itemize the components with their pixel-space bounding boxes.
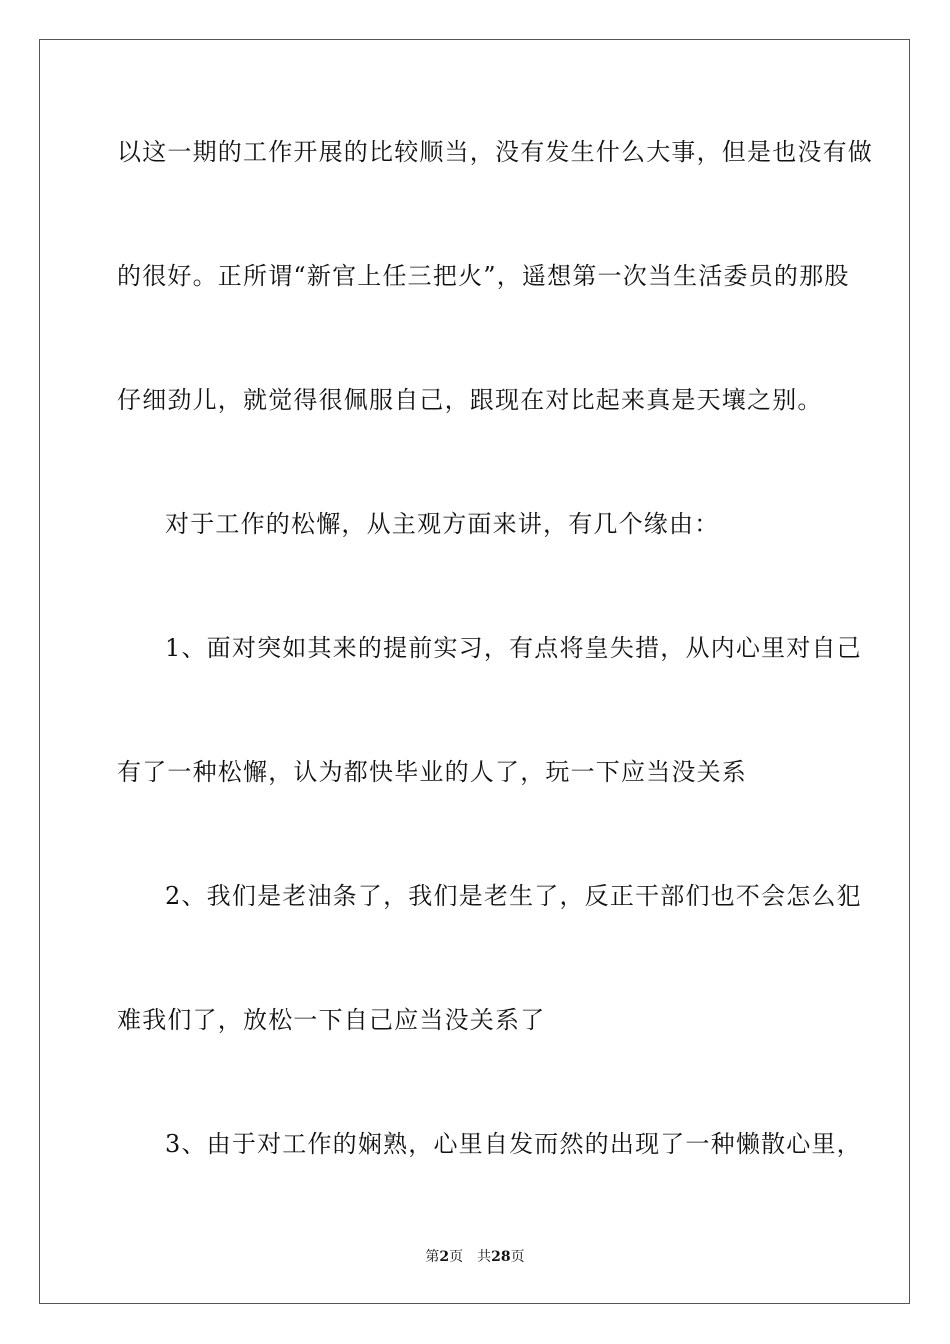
total-suffix: 页 — [510, 1249, 525, 1265]
page-suffix: 页 — [449, 1249, 464, 1265]
total-prefix: 共 — [477, 1249, 492, 1265]
paragraph-heading: 对于工作的松懈，从主观方面来讲，有几个缘由： — [165, 510, 720, 538]
list-item-2-line-2: 难我们了，放松一下自己应当没关系了 — [117, 1006, 546, 1034]
list-item-3-line-1: 3、由于对工作的娴熟，心里自发而然的出现了一种懒散心里， — [165, 1130, 862, 1158]
page-number: 2 — [439, 1249, 450, 1265]
list-item-2-line-1: 2、我们是老油条了，我们是老生了，反正干部们也不会怎么犯 — [165, 882, 862, 910]
text-line-2: 的很好。正所谓“新官上任三把火”，遥想第一次当生活委员的那股 — [117, 262, 850, 290]
text-line-3: 仔细劲儿，就觉得很佩服自己，跟现在对比起来真是天壤之别。 — [117, 386, 823, 414]
list-item-1-line-2: 有了一种松懈，认为都快毕业的人了，玩一下应当没关系 — [117, 758, 747, 786]
total-pages: 28 — [491, 1249, 511, 1265]
list-item-1-line-1: 1、面对突如其来的提前实习，有点将皇失措，从内心里对自己 — [165, 634, 862, 662]
page-border — [39, 39, 910, 1304]
page-prefix: 第 — [425, 1249, 440, 1265]
page-footer — [0, 1248, 950, 1266]
text-line-1: 以这一期的工作开展的比较顺当，没有发生什么大事，但是也没有做 — [117, 138, 873, 166]
